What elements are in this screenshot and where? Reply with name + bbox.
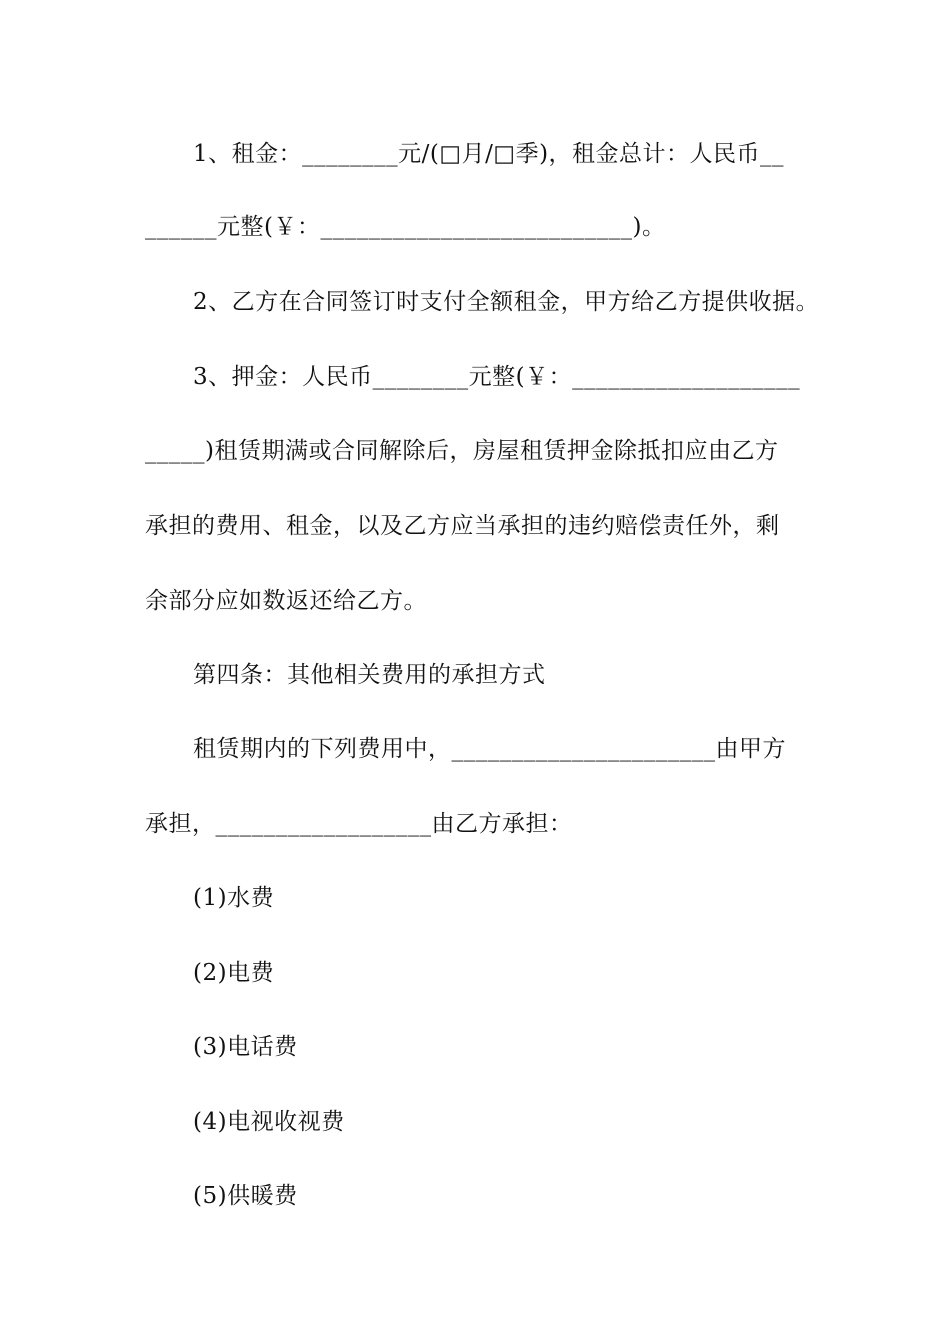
rent-clause-line-2: ______元整(￥：__________________________)。 (145, 214, 666, 240)
deposit-clause-line-1: 3、押金：人民币________元整(￥：___________________ (193, 364, 801, 390)
deposit-clause-line-2: _____)租赁期满或合同解除后，房屋租赁押金除抵扣应由乙方 (145, 438, 779, 464)
rent-clause-line-1: 1、租金：________元/(□月/□季)，租金总计：人民币__ (193, 141, 785, 167)
fees-clause-line-1: 租赁期内的下列费用中，______________________由甲方 (193, 736, 786, 762)
deposit-clause-line-3: 承担的费用、租金，以及乙方应当承担的违约赔偿责任外，剩 (145, 513, 780, 539)
fees-clause-line-2: 承担，__________________由乙方承担： (145, 811, 573, 837)
fee-item-electricity: (2)电费 (193, 960, 275, 986)
fee-item-telephone: (3)电话费 (193, 1034, 298, 1060)
fee-item-water: (1)水费 (193, 885, 275, 911)
fee-item-tv: (4)电视收视费 (193, 1109, 345, 1135)
article-four-heading: 第四条：其他相关费用的承担方式 (193, 662, 546, 688)
fee-item-heating: (5)供暖费 (193, 1183, 298, 1209)
payment-clause: 2、乙方在合同签订时支付全额租金，甲方给乙方提供收据。 (193, 289, 820, 315)
deposit-clause-line-4: 余部分应如数返还给乙方。 (145, 588, 427, 614)
